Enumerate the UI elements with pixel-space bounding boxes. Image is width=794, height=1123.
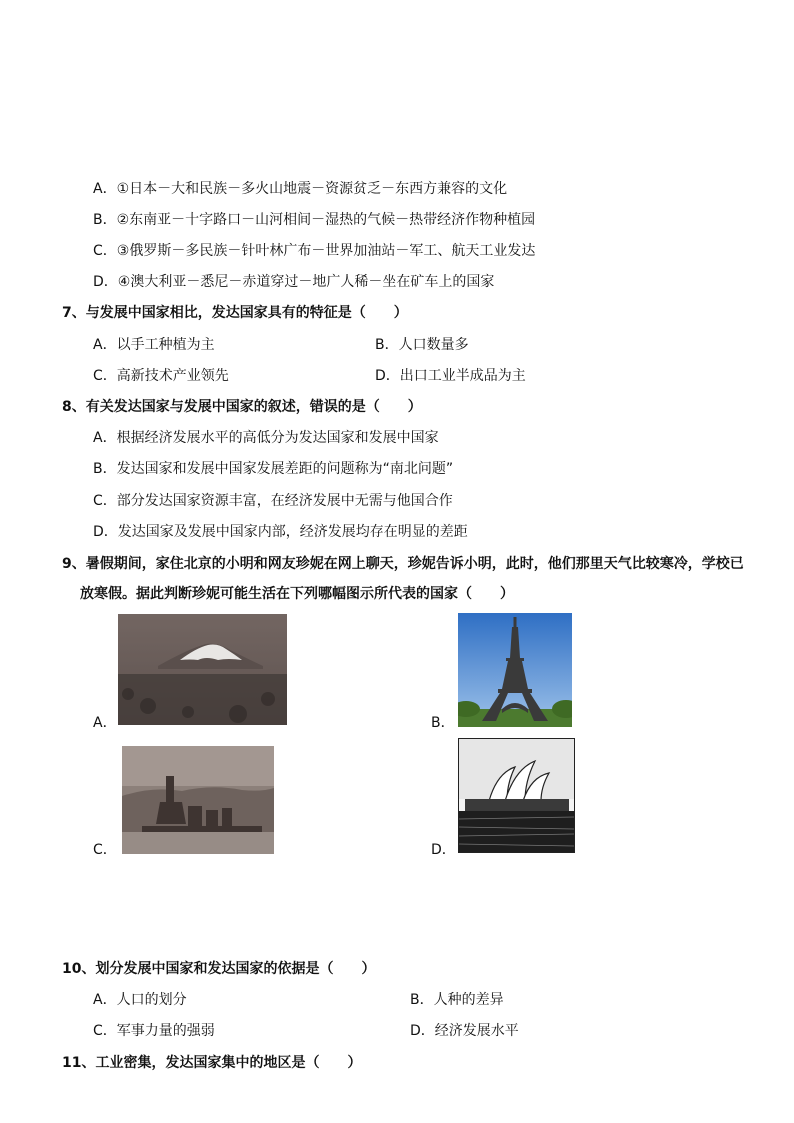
q8-stem: 8、有关发达国家与发展中国家的叙述，错误的是（ ） — [62, 399, 422, 415]
q9-option-a-label: A． — [93, 715, 117, 731]
q7-option-d: D．出口工业半成品为主 — [375, 368, 526, 384]
q9-stem-line1: 9、暑假期间，家住北京的小明和网友珍妮在网上聊天，珍妮告诉小明，此时，他们那里天气比较寒冷，学校已 — [62, 556, 744, 572]
q7-option-c: C．高新技术产业领先 — [93, 368, 229, 384]
q9-stem-line2: 放寒假。据此判断珍妮可能生活在下列哪幅图示所代表的国家（ ） — [80, 586, 514, 602]
q8-option-d: D．发达国家及发展中国家内部，经济发展均存在明显的差距 — [93, 524, 468, 540]
q10-option-c: C．军事力量的强弱 — [93, 1023, 215, 1039]
q9-option-c-label: C． — [93, 842, 117, 858]
eiffel-tower-image — [458, 613, 572, 727]
q6-option-a: A．①日本－大和民族－多火山地震－资源贫乏－东西方兼容的文化 — [93, 181, 508, 197]
q8-option-b: B．发达国家和发展中国家发展差距的问题称为“南北问题” — [93, 461, 454, 477]
q8-option-a: A．根据经济发展水平的高低分为发达国家和发展中国家 — [93, 430, 439, 446]
q8-option-c: C．部分发达国家资源丰富，在经济发展中无需与他国合作 — [93, 493, 453, 509]
monument-image — [122, 746, 274, 854]
q6-option-b: B．②东南亚－十字路口－山河相间－湿热的气候－热带经济作物种植园 — [93, 212, 536, 228]
q11-stem: 11、工业密集，发达国家集中的地区是（ ） — [62, 1055, 362, 1071]
q9-option-d-label: D． — [431, 842, 456, 858]
opera-house-photo[interactable] — [458, 738, 575, 853]
mountain-photo-image — [118, 614, 287, 725]
q10-stem: 10、划分发展中国家和发达国家的依据是（ ） — [62, 961, 376, 977]
q10-option-d: D．经济发展水平 — [410, 1023, 519, 1039]
opera-house-image — [459, 739, 574, 852]
q6-option-c: C．③俄罗斯－多民族－针叶林广布－世界加油站－军工、航天工业发达 — [93, 243, 536, 259]
q10-option-b: B．人种的差异 — [410, 992, 504, 1008]
q7-option-a: A．以手工种植为主 — [93, 337, 215, 353]
q7-option-b: B．人口数量多 — [375, 337, 469, 353]
q7-stem: 7、与发展中国家相比，发达国家具有的特征是（ ） — [62, 305, 408, 321]
eiffel-tower-photo[interactable] — [458, 613, 572, 727]
q10-option-a: A．人口的划分 — [93, 992, 187, 1008]
q9-option-b-label: B． — [431, 715, 455, 731]
monument-photo[interactable] — [122, 746, 274, 854]
mountain-photo[interactable] — [118, 614, 287, 725]
q6-option-d: D．④澳大利亚－悉尼－赤道穿过－地广人稀－坐在矿车上的国家 — [93, 274, 495, 290]
